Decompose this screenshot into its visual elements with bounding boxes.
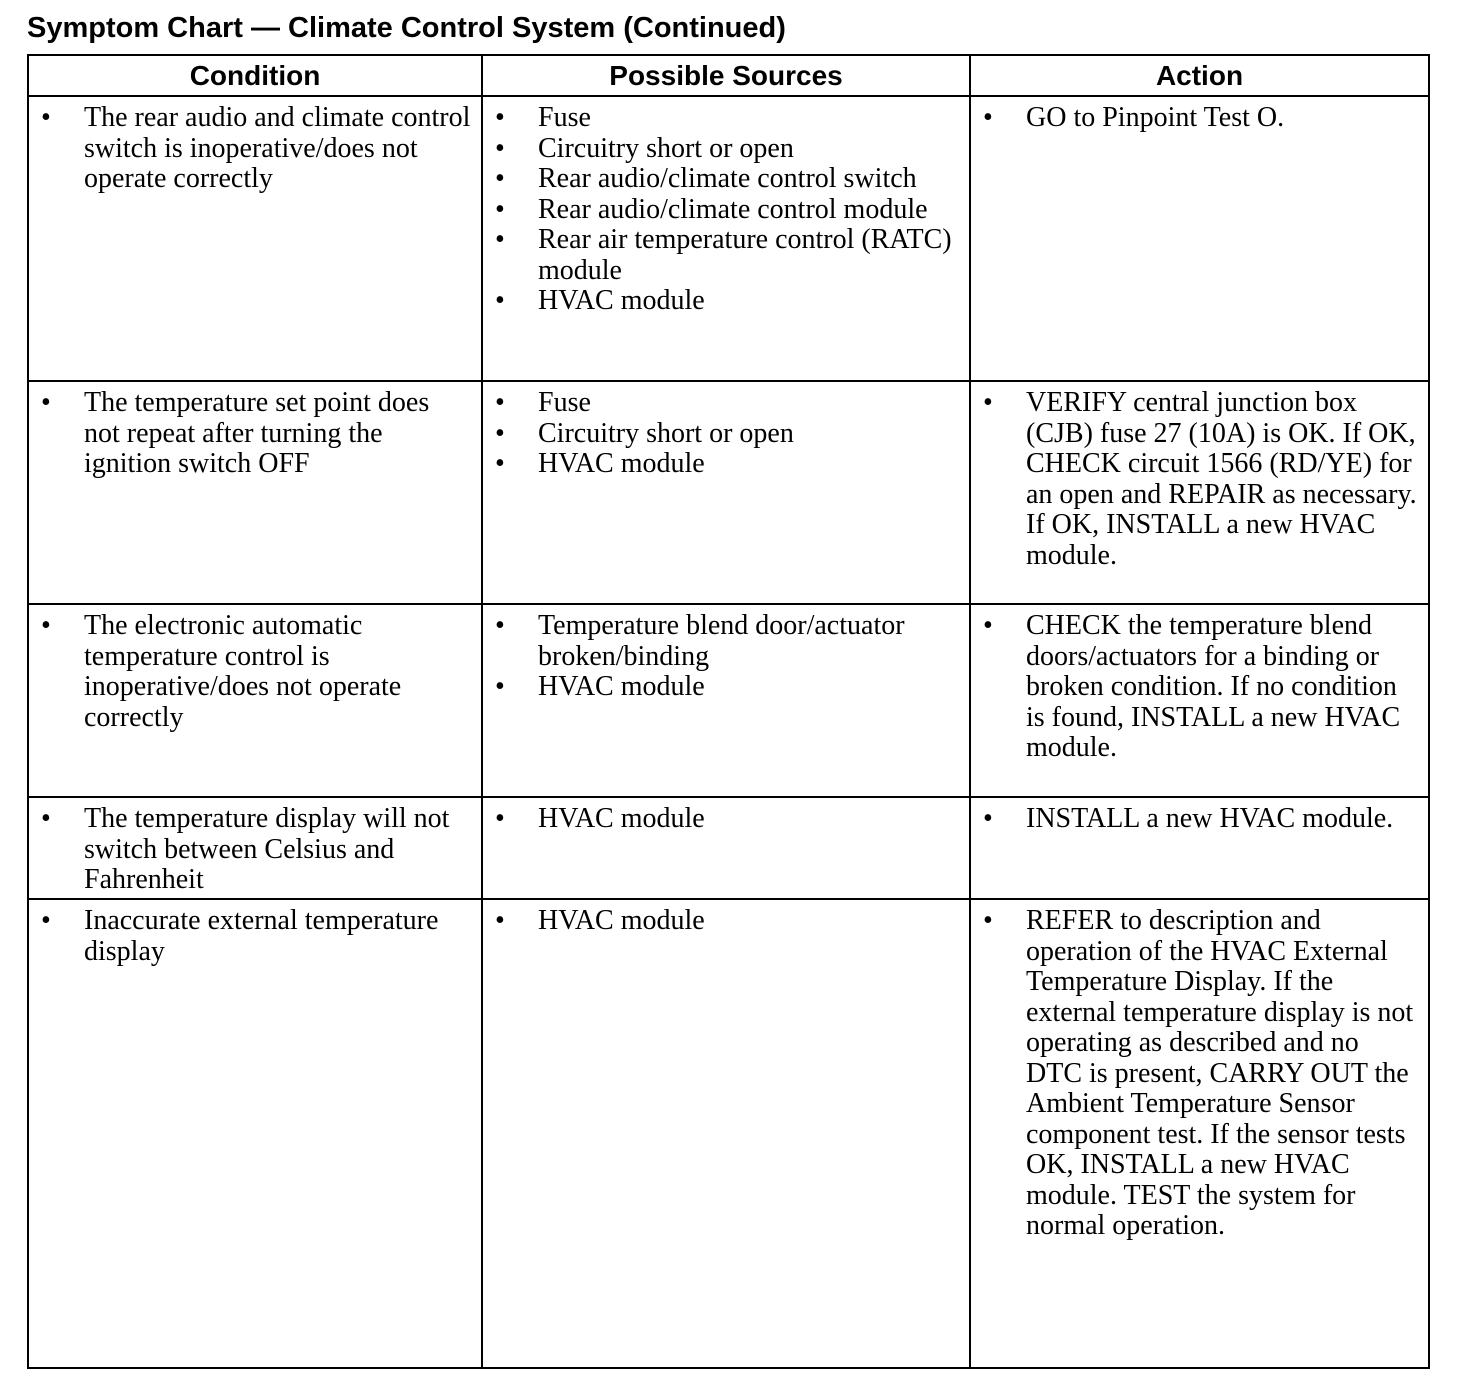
action-item: • CHECK the temperature blend doors/actuators for a binding or broken condition. If no condition is found, INSTALL a new HVAC module. <box>1026 611 1418 764</box>
symptom-table <box>27 54 1430 1369</box>
source-item: • HVAC module <box>538 906 959 937</box>
action-cell <box>970 381 1429 604</box>
condition-item: • Inaccurate external temperature display <box>84 906 471 967</box>
sources-cell <box>482 604 970 797</box>
source-item: • Rear air temperature control (RATC) module <box>538 225 959 286</box>
sources-cell <box>482 797 970 899</box>
sources-cell <box>482 381 970 604</box>
condition-item: • The rear audio and climate control switch is inoperative/does not operate correctly <box>84 103 471 195</box>
source-item: • HVAC module <box>538 804 959 835</box>
action-header: Action <box>970 55 1429 96</box>
condition-cell <box>28 899 482 1368</box>
action-item: • GO to Pinpoint Test O. <box>1026 103 1418 134</box>
source-item: • HVAC module <box>538 286 959 317</box>
source-item: • Temperature blend door/actuator broken/binding <box>538 611 959 672</box>
table-row <box>28 604 1429 797</box>
condition-header: Condition <box>28 55 482 96</box>
condition-list <box>29 605 481 733</box>
page-title: Symptom Chart — Climate Control System (Continued) <box>27 12 786 44</box>
sources-list <box>483 605 969 703</box>
condition-cell <box>28 381 482 604</box>
condition-item: • The temperature set point does not repeat after turning the ignition switch OFF <box>84 388 471 480</box>
source-item: • Rear audio/climate control switch <box>538 164 959 195</box>
action-cell <box>970 604 1429 797</box>
condition-cell <box>28 96 482 381</box>
source-item: • HVAC module <box>538 449 959 480</box>
table-row <box>28 899 1429 1368</box>
action-item: • INSTALL a new HVAC module. <box>1026 804 1418 835</box>
action-list <box>971 605 1428 764</box>
source-item: • HVAC module <box>538 672 959 703</box>
source-item: • Fuse <box>538 388 959 419</box>
table-row <box>28 96 1429 381</box>
condition-list <box>29 382 481 480</box>
action-cell <box>970 96 1429 381</box>
sources-cell <box>482 96 970 381</box>
sources-list <box>483 798 969 835</box>
sources-list <box>483 382 969 480</box>
sources-list <box>483 97 969 317</box>
condition-cell <box>28 604 482 797</box>
condition-list <box>29 798 481 896</box>
action-list <box>971 798 1428 835</box>
action-cell <box>970 797 1429 899</box>
table-row <box>28 797 1429 899</box>
sources-list <box>483 900 969 937</box>
condition-cell <box>28 797 482 899</box>
source-item: • Rear audio/climate control module <box>538 195 959 226</box>
action-list <box>971 900 1428 1242</box>
action-item: • VERIFY central junction box (CJB) fuse 27 (10A) is OK. If OK, CHECK circuit 1566 (RD/YE) for an open and REPAIR as necessary. If OK, INSTALL a new HVAC module. <box>1026 388 1418 571</box>
action-item: • REFER to description and operation of the HVAC External Temperature Display. If the external temperature display is not operating as described and no DTC is present, CARRY OUT the Ambient Temperature Sensor component test. If the sensor tests OK, INSTALL a new HVAC module. TEST the system for normal operation. <box>1026 906 1418 1242</box>
sources-cell <box>482 899 970 1368</box>
possible-sources-header: Possible Sources <box>482 55 970 96</box>
condition-list <box>29 900 481 967</box>
action-cell <box>970 899 1429 1368</box>
table-header-row <box>28 55 1429 96</box>
source-item: • Circuitry short or open <box>538 419 959 450</box>
action-list <box>971 97 1428 134</box>
table-row <box>28 381 1429 604</box>
source-item: • Circuitry short or open <box>538 134 959 165</box>
condition-item: • The temperature display will not switch between Celsius and Fahrenheit <box>84 804 471 896</box>
source-item: • Fuse <box>538 103 959 134</box>
condition-list <box>29 97 481 195</box>
condition-item: • The electronic automatic temperature control is inoperative/does not operate correctly <box>84 611 471 733</box>
action-list <box>971 382 1428 571</box>
